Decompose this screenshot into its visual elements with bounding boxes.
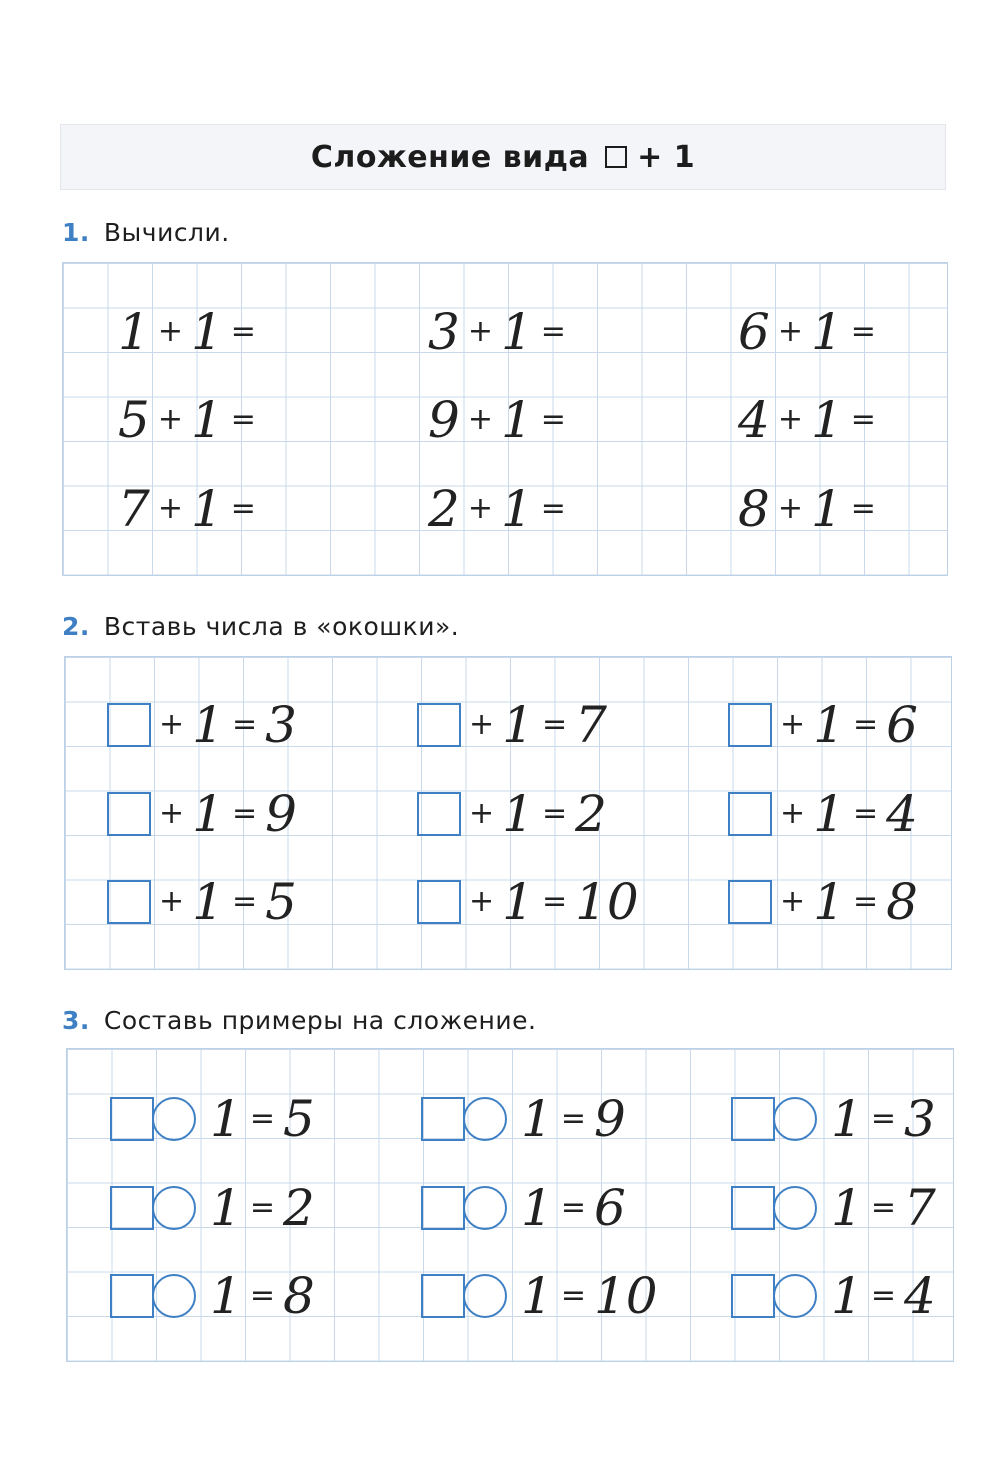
answer-box[interactable] <box>110 1274 154 1318</box>
result: 4 <box>886 785 918 843</box>
exercise <box>728 874 918 930</box>
result: 7 <box>903 1179 936 1237</box>
addend: 1 <box>813 696 845 754</box>
result: 4 <box>903 1267 936 1325</box>
result: 10 <box>593 1267 658 1325</box>
answer-box[interactable] <box>107 880 151 924</box>
addend-a: 2 <box>428 480 460 538</box>
operator-circle[interactable] <box>152 1186 196 1230</box>
equals-sign: = <box>230 402 256 437</box>
addend-b: 1 <box>500 303 533 361</box>
addend-a: 1 <box>118 303 150 361</box>
result: 9 <box>265 785 297 843</box>
answer-box[interactable] <box>731 1097 775 1141</box>
title-band <box>60 124 946 190</box>
result: 6 <box>886 696 918 754</box>
answer-box[interactable] <box>728 792 772 836</box>
answer-box[interactable] <box>421 1186 465 1230</box>
answer-box[interactable] <box>731 1274 775 1318</box>
addend: 1 <box>521 1090 553 1148</box>
exercise <box>731 1091 936 1147</box>
exercise <box>110 1180 315 1236</box>
result: 9 <box>593 1090 626 1148</box>
exercise <box>731 1268 936 1324</box>
addend: 1 <box>192 696 224 754</box>
addend: 1 <box>831 1090 863 1148</box>
exercise <box>107 874 297 930</box>
equals-sign: = <box>852 707 879 742</box>
task-2-instruction: Вставь числа в «окошки». <box>103 612 460 641</box>
exercise <box>728 786 918 842</box>
operator-circle[interactable] <box>463 1097 507 1141</box>
equals-sign: = <box>230 491 256 526</box>
exercise <box>428 304 574 360</box>
operator-circle[interactable] <box>152 1097 196 1141</box>
result: 2 <box>575 785 607 843</box>
plus-sign: + <box>777 491 803 526</box>
plus-sign: + <box>467 491 493 526</box>
title-text: Сложение вида <box>310 139 590 175</box>
result: 10 <box>575 873 639 931</box>
answer-box[interactable] <box>107 792 151 836</box>
plus-sign: + <box>159 707 185 742</box>
equals-sign: = <box>231 796 258 831</box>
equals-sign: = <box>230 314 256 349</box>
addend-b: 1 <box>500 391 533 449</box>
answer-box[interactable] <box>417 703 461 747</box>
addend: 1 <box>521 1179 553 1237</box>
exercise <box>417 874 639 930</box>
exercise <box>421 1180 626 1236</box>
task-3-instruction: Составь примеры на сложение. <box>103 1006 537 1035</box>
task-1-number: 1. <box>62 218 90 247</box>
answer-box[interactable] <box>728 880 772 924</box>
equals-sign: = <box>541 796 568 831</box>
answer-box[interactable] <box>417 792 461 836</box>
addend-a: 8 <box>738 480 770 538</box>
exercise <box>421 1268 658 1324</box>
equals-sign: = <box>249 1190 275 1225</box>
answer-box[interactable] <box>421 1274 465 1318</box>
operator-circle[interactable] <box>773 1097 817 1141</box>
addend-b: 1 <box>500 480 533 538</box>
addend-b: 1 <box>810 391 843 449</box>
page-title <box>311 140 695 175</box>
addend: 1 <box>210 1267 242 1325</box>
operator-circle[interactable] <box>152 1274 196 1318</box>
addend: 1 <box>210 1090 242 1148</box>
addend: 1 <box>192 873 224 931</box>
exercise <box>118 304 264 360</box>
operator-circle[interactable] <box>463 1274 507 1318</box>
addend-a: 6 <box>738 303 770 361</box>
exercise <box>728 697 918 753</box>
plus-sign: + <box>159 796 185 831</box>
plus-sign: + <box>157 314 183 349</box>
answer-box[interactable] <box>731 1186 775 1230</box>
answer-box[interactable] <box>107 703 151 747</box>
answer-box[interactable] <box>110 1186 154 1230</box>
plus-sign: + <box>157 402 183 437</box>
exercise <box>118 481 264 537</box>
addend: 1 <box>521 1267 553 1325</box>
addend: 1 <box>502 873 534 931</box>
operator-circle[interactable] <box>773 1274 817 1318</box>
equals-sign: = <box>540 491 566 526</box>
exercise <box>738 481 884 537</box>
plus-sign: + <box>469 707 495 742</box>
answer-box[interactable] <box>417 880 461 924</box>
addend: 1 <box>192 785 224 843</box>
exercise <box>107 786 297 842</box>
result: 3 <box>903 1090 936 1148</box>
exercise <box>110 1268 315 1324</box>
addend: 1 <box>831 1267 863 1325</box>
addend: 1 <box>813 873 845 931</box>
equals-sign: = <box>541 884 568 919</box>
exercise <box>738 392 884 448</box>
addend: 1 <box>502 785 534 843</box>
operator-circle[interactable] <box>463 1186 507 1230</box>
equals-sign: = <box>560 1101 586 1136</box>
exercise <box>417 786 607 842</box>
title-suffix: + 1 <box>637 139 696 175</box>
plus-sign: + <box>777 314 803 349</box>
addend: 1 <box>831 1179 863 1237</box>
answer-box[interactable] <box>110 1097 154 1141</box>
result: 7 <box>575 696 607 754</box>
exercise <box>428 481 574 537</box>
equals-sign: = <box>850 402 876 437</box>
equals-sign: = <box>852 796 879 831</box>
plus-sign: + <box>159 884 185 919</box>
plus-sign: + <box>157 491 183 526</box>
exercise <box>107 697 297 753</box>
equals-sign: = <box>870 1190 896 1225</box>
exercise <box>118 392 264 448</box>
answer-box[interactable] <box>421 1097 465 1141</box>
equals-sign: = <box>231 707 258 742</box>
plus-sign: + <box>780 796 806 831</box>
addend-a: 4 <box>738 391 770 449</box>
plus-sign: + <box>780 707 806 742</box>
addend-b: 1 <box>190 480 223 538</box>
exercise <box>731 1180 936 1236</box>
equals-sign: = <box>541 707 568 742</box>
result: 5 <box>265 873 297 931</box>
empty-square-icon <box>605 146 627 168</box>
equals-sign: = <box>870 1278 896 1313</box>
equals-sign: = <box>249 1101 275 1136</box>
equals-sign: = <box>231 884 258 919</box>
equals-sign: = <box>850 314 876 349</box>
result: 3 <box>265 696 297 754</box>
plus-sign: + <box>467 402 493 437</box>
result: 8 <box>886 873 918 931</box>
task-2-number: 2. <box>62 612 90 641</box>
result: 2 <box>282 1179 315 1237</box>
addend-a: 9 <box>428 391 460 449</box>
exercise <box>421 1091 626 1147</box>
addend: 1 <box>210 1179 242 1237</box>
addend-b: 1 <box>190 303 223 361</box>
addend: 1 <box>502 696 534 754</box>
exercise <box>428 392 574 448</box>
plus-sign: + <box>467 314 493 349</box>
addend: 1 <box>813 785 845 843</box>
equals-sign: = <box>870 1101 896 1136</box>
plus-sign: + <box>777 402 803 437</box>
plus-sign: + <box>780 884 806 919</box>
equals-sign: = <box>852 884 879 919</box>
exercise <box>417 697 607 753</box>
equals-sign: = <box>540 402 566 437</box>
result: 5 <box>282 1090 315 1148</box>
equals-sign: = <box>560 1190 586 1225</box>
equals-sign: = <box>249 1278 275 1313</box>
result: 6 <box>593 1179 626 1237</box>
exercise <box>110 1091 315 1147</box>
addend-a: 3 <box>428 303 460 361</box>
operator-circle[interactable] <box>773 1186 817 1230</box>
answer-box[interactable] <box>728 703 772 747</box>
addend-a: 7 <box>118 480 150 538</box>
task-3-number: 3. <box>62 1006 90 1035</box>
addend-b: 1 <box>190 391 223 449</box>
equals-sign: = <box>850 491 876 526</box>
plus-sign: + <box>469 884 495 919</box>
result: 8 <box>282 1267 315 1325</box>
plus-sign: + <box>469 796 495 831</box>
exercise <box>738 304 884 360</box>
equals-sign: = <box>540 314 566 349</box>
equals-sign: = <box>560 1278 586 1313</box>
task-2-header <box>62 612 459 641</box>
task-1-instruction: Вычисли. <box>103 218 230 247</box>
addend-a: 5 <box>118 391 150 449</box>
task-3-header <box>62 1006 536 1035</box>
addend-b: 1 <box>810 480 843 538</box>
addend-b: 1 <box>810 303 843 361</box>
task-1-header <box>62 218 230 247</box>
